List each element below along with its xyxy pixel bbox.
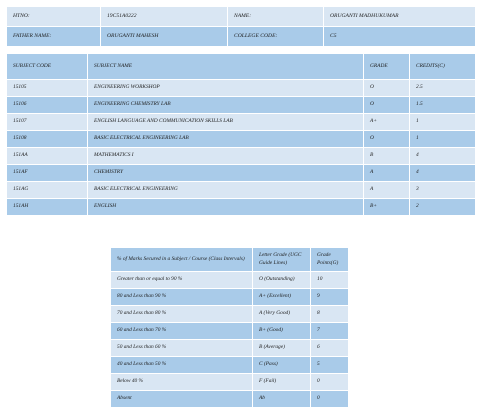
subject-name: ENGLISH LANGUAGE AND COMMUNICATION SKILLS LAB <box>88 114 364 131</box>
table-row <box>111 289 349 306</box>
grading-scale-table <box>110 247 349 408</box>
subject-grade: O <box>364 131 410 148</box>
header-credits: CREDITS(C) <box>410 54 476 80</box>
subject-code: 151AA <box>7 148 88 165</box>
subjects-header-row <box>7 54 476 80</box>
table-row <box>111 340 349 357</box>
header-grade-points: Grade Points(G) <box>311 248 349 272</box>
marks-interval: 40 and Less than 50 % <box>111 357 253 374</box>
htno-value: 19C51A0222 <box>101 7 228 27</box>
letter-grade: B (Average) <box>253 340 311 357</box>
grading-header-row <box>111 248 349 272</box>
subject-code: 15106 <box>7 97 88 114</box>
table-row <box>111 374 349 391</box>
subject-code: 15105 <box>7 80 88 97</box>
subject-name: ENGINEERING WORKSHOP <box>88 80 364 97</box>
subject-name: ENGLISH <box>88 199 364 216</box>
marks-interval: 70 and Less than 80 % <box>111 306 253 323</box>
marks-interval: 60 and Less than 70 % <box>111 323 253 340</box>
college-label: COLLEGE CODE: <box>228 27 324 47</box>
subject-code: 15108 <box>7 131 88 148</box>
table-row <box>7 182 476 199</box>
subject-code: 151AG <box>7 182 88 199</box>
subjects-table <box>6 53 476 216</box>
letter-grade: F (Fail) <box>253 374 311 391</box>
htno-label: HTNO: <box>7 7 101 27</box>
student-info-table <box>6 6 476 47</box>
letter-grade: A+ (Excellent) <box>253 289 311 306</box>
name-value: ORUGANTI MADHUKUMAR <box>324 7 476 27</box>
info-row-1 <box>7 7 476 27</box>
table-row <box>111 272 349 289</box>
subject-name: MATHEMATICS I <box>88 148 364 165</box>
table-row <box>111 306 349 323</box>
letter-grade: C (Pass) <box>253 357 311 374</box>
grade-points: 8 <box>311 306 349 323</box>
header-letter-grade: Letter Grade (UGC Guide Lines) <box>253 248 311 272</box>
subject-name: BASIC ELECTRICAL ENGINEERING LAB <box>88 131 364 148</box>
marks-interval: Below 40 % <box>111 374 253 391</box>
marks-interval: 50 and Less than 60 % <box>111 340 253 357</box>
table-row <box>7 97 476 114</box>
info-row-2 <box>7 27 476 47</box>
subject-credits: 4 <box>410 165 476 182</box>
subject-grade: O <box>364 80 410 97</box>
subject-credits: 1 <box>410 131 476 148</box>
father-value: ORUGANTI MAHESH <box>101 27 228 47</box>
subject-grade: A <box>364 165 410 182</box>
subject-name: CHEMISTRY <box>88 165 364 182</box>
table-row <box>111 357 349 374</box>
marks-interval: Absent <box>111 391 253 408</box>
subject-credits: 4 <box>410 148 476 165</box>
marks-interval: Greater than or equal to 90 % <box>111 272 253 289</box>
grade-points: 10 <box>311 272 349 289</box>
subject-credits: 1 <box>410 114 476 131</box>
name-label: NAME: <box>228 7 324 27</box>
subject-grade: B <box>364 148 410 165</box>
subject-credits: 2.5 <box>410 80 476 97</box>
grade-points: 7 <box>311 323 349 340</box>
subject-credits: 3 <box>410 182 476 199</box>
letter-grade: B+ (Good) <box>253 323 311 340</box>
grade-points: 9 <box>311 289 349 306</box>
subject-credits: 1.5 <box>410 97 476 114</box>
father-label: FATHER NAME: <box>7 27 101 47</box>
subject-grade: A+ <box>364 114 410 131</box>
letter-grade: A (Very Good) <box>253 306 311 323</box>
college-value: C5 <box>324 27 476 47</box>
grade-points: 6 <box>311 340 349 357</box>
subject-grade: A <box>364 182 410 199</box>
table-row <box>7 148 476 165</box>
grade-points: 0 <box>311 391 349 408</box>
subject-grade: B+ <box>364 199 410 216</box>
table-row <box>111 323 349 340</box>
table-row <box>7 80 476 97</box>
table-row <box>7 199 476 216</box>
subject-code: 15107 <box>7 114 88 131</box>
grade-points: 0 <box>311 374 349 391</box>
header-grade: GRADE <box>364 54 410 80</box>
subject-name: ENGINEERING CHEMISTRY LAB <box>88 97 364 114</box>
letter-grade: Ab <box>253 391 311 408</box>
subject-name: BASIC ELECTRICAL ENGINEERING <box>88 182 364 199</box>
subject-grade: O <box>364 97 410 114</box>
grade-points: 5 <box>311 357 349 374</box>
subject-code: 151AH <box>7 199 88 216</box>
header-subject-code: SUBJECT CODE <box>7 54 88 80</box>
header-subject-name: SUBJECT NAME <box>88 54 364 80</box>
subject-credits: 2 <box>410 199 476 216</box>
marks-interval: 80 and Less than 90 % <box>111 289 253 306</box>
table-row <box>7 165 476 182</box>
table-row <box>7 114 476 131</box>
letter-grade: O (Outstanding) <box>253 272 311 289</box>
header-marks-interval: % of Marks Secured in a Subject / Course (Class Intervals) <box>111 248 253 272</box>
table-row <box>7 131 476 148</box>
subject-code: 151AF <box>7 165 88 182</box>
table-row <box>111 391 349 408</box>
